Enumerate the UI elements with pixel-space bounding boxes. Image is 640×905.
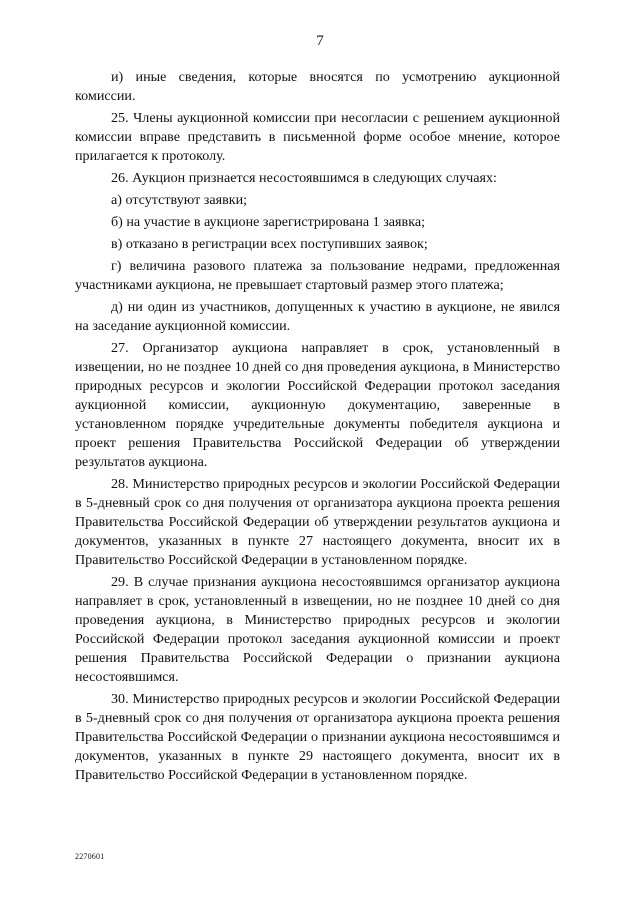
item-i-paragraph: и) иные сведения, которые вносятся по усмотрению аукционной комиссии.	[75, 69, 560, 104]
item-27-paragraph: 27. Организатор аукциона направляет в срок, установленный в извещении, но не позднее 10 дней со дня проведения аукциона, в Министерство природных ресурсов и экологии Российской Федерации протокол заседания аукционной комиссии, аукционную документацию, заверенные в установленном порядке учредительные документы победителя аукциона и проект решения Правительства Российской Федерации об утверждении результатов аукциона.	[75, 340, 560, 470]
item-26b-paragraph: б) на участие в аукционе зарегистрирована 1 заявка;	[111, 214, 425, 230]
item-26d-paragraph: д) ни один из участников, допущенных к участию в аукционе, не явился на заседание аукционной комиссии.	[75, 299, 560, 334]
item-26v-paragraph: в) отказано в регистрации всех поступивших заявок;	[111, 236, 428, 252]
item-26-paragraph: 26. Аукцион признается несостоявшимся в следующих случаях:	[111, 170, 497, 186]
document-code: 2270601	[75, 852, 105, 861]
document-body	[75, 68, 560, 788]
item-26a-paragraph: а) отсутствуют заявки;	[111, 192, 248, 208]
item-30-paragraph: 30. Министерство природных ресурсов и экологии Российской Федерации в 5-дневный срок со дня получения от организатора аукциона проекта решения Правительства Российской Федерации о признании аукциона несостоявшимся и документов, указанных в пункте 29 настоящего документа, вносит их в Правительство Российской Федерации в установленном порядке.	[75, 691, 560, 783]
item-29-paragraph: 29. В случае признания аукциона несостоявшимся организатор аукциона направляет в срок, установленный в извещении, но не позднее 10 дней со дня проведения аукциона, в Министерство природных ресурсов и экологии Российской Федерации протокол заседания аукционной комиссии и проект решения Правительства Российской Федерации о признании аукциона несостоявшимся.	[75, 574, 560, 685]
item-25-paragraph: 25. Члены аукционной комиссии при несогласии с решением аукционной комиссии вправе представить в письменной форме особое мнение, которое прилагается к протоколу.	[75, 110, 560, 164]
item-28-paragraph: 28. Министерство природных ресурсов и экологии Российской Федерации в 5-дневный срок со дня получения от организатора аукциона проекта решения Правительства Российской Федерации об утверждении результатов аукциона и документов, указанных в пункте 27 настоящего документа, вносит их в Правительство Российской Федерации в установленном порядке.	[75, 476, 560, 568]
item-26g-paragraph: г) величина разового платежа за пользование недрами, предложенная участниками аукциона, не превышает стартовый размер этого платежа;	[75, 258, 560, 293]
page-number: 7	[316, 33, 324, 49]
